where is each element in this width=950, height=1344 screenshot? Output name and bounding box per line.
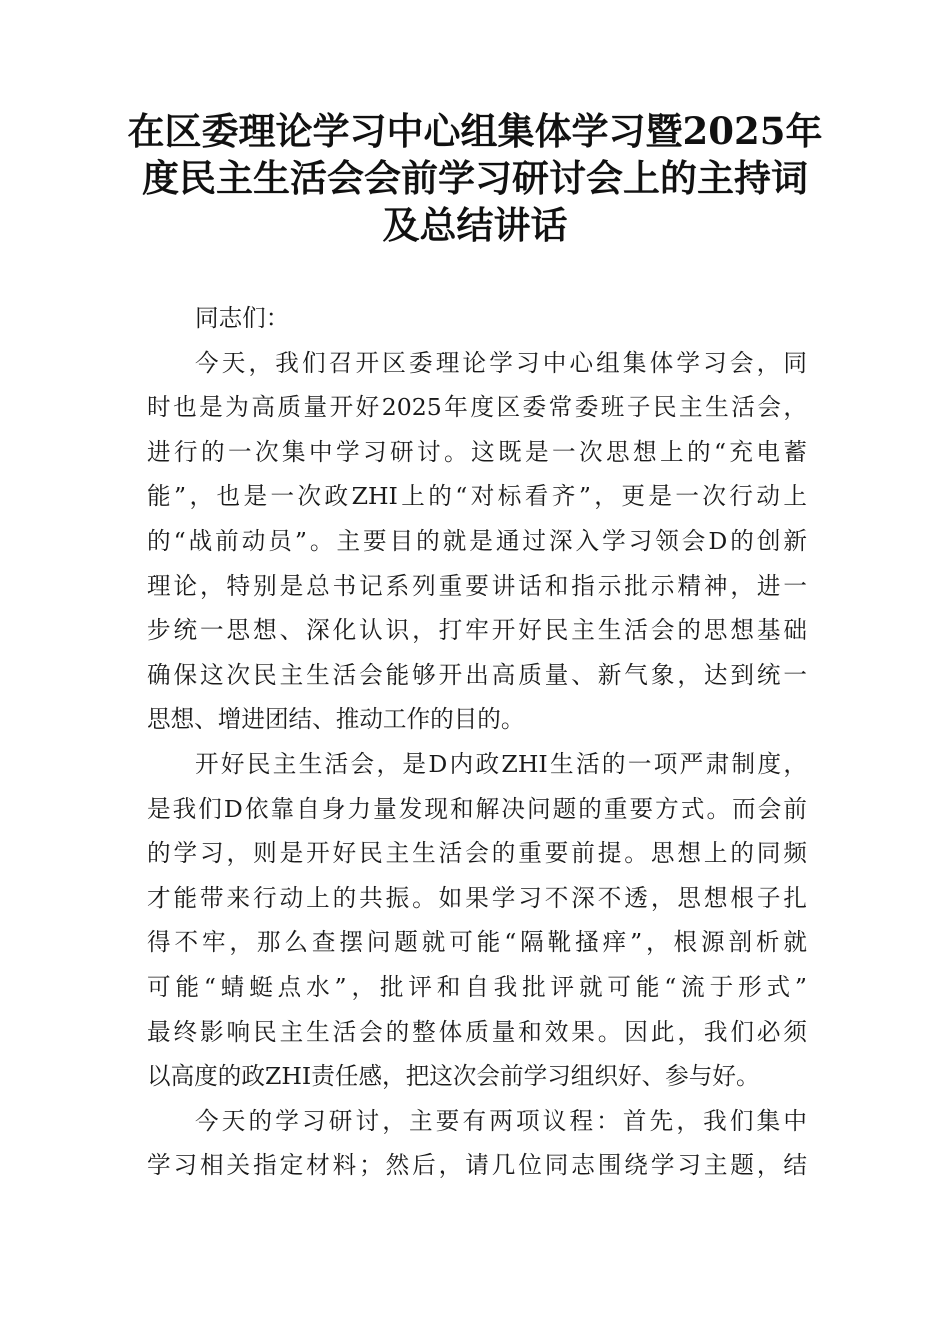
paragraph-3: [147, 1099, 807, 1188]
title-line: 度民主生活会会前学习研讨会上的主持词: [142, 156, 808, 200]
paragraph-line: 理论，特别是总书记系列重要讲话和指示批示精神，进一: [147, 571, 807, 600]
paragraph-line: 的学习，则是开好民主生活会的重要前提。思想上的同频: [147, 839, 807, 868]
paragraph-line: 的“战前动员”。主要目的就是通过深入学习领会D的创新: [147, 526, 807, 555]
paragraph-line: 学习相关指定材料；然后，请几位同志围绕学习主题，结: [147, 1151, 807, 1180]
document-body: [147, 296, 807, 1188]
paragraph-2: [147, 742, 807, 1099]
title-line: 及总结讲话: [382, 203, 568, 247]
paragraph-line: 可能“蜻蜓点水”，批评和自我批评就可能“流于形式”: [147, 972, 807, 1001]
greeting: 同志们：: [195, 304, 290, 332]
paragraph-line: 能”，也是一次政ZHI上的“对标看齐”，更是一次行动上: [147, 482, 807, 511]
paragraph-line: 最终影响民主生活会的整体质量和效果。因此，我们必须: [147, 1017, 807, 1046]
document-title: [120, 108, 830, 249]
paragraph-1: [147, 341, 807, 742]
paragraph-line: 今天的学习研讨，主要有两项议程：首先，我们集中: [195, 1106, 807, 1135]
paragraph-line: 是我们D依靠自身力量发现和解决问题的重要方式。而会前: [147, 794, 807, 823]
paragraph-line: 步统一思想、深化认识，打牢开好民主生活会的思想基础: [147, 616, 807, 645]
paragraph-line: 以高度的政ZHI责任感，把这次会前学习组织好、参与好。: [147, 1062, 760, 1091]
paragraph-line: 得不牢，那么查摆问题就可能“隔靴搔痒”，根源剖析就: [147, 928, 807, 957]
title-line: 在区委理论学习中心组集体学习暨2025年: [127, 109, 823, 153]
paragraph-line: 才能带来行动上的共振。如果学习不深不透，思想根子扎: [147, 883, 807, 912]
paragraph-line: 开好民主生活会，是D内政ZHI生活的一项严肃制度，: [195, 749, 807, 778]
paragraph-line: 思想、增进团结、推动工作的目的。: [147, 705, 525, 734]
paragraph-line: 今天，我们召开区委理论学习中心组集体学习会，同: [195, 348, 807, 377]
paragraph-line: 时也是为高质量开好2025年度区委常委班子民主生活会，: [147, 393, 807, 422]
paragraph-line: 确保这次民主生活会能够开出高质量、新气象，达到统一: [147, 660, 807, 689]
paragraph-line: 进行的一次集中学习研讨。这既是一次思想上的“充电蓄: [147, 437, 807, 466]
